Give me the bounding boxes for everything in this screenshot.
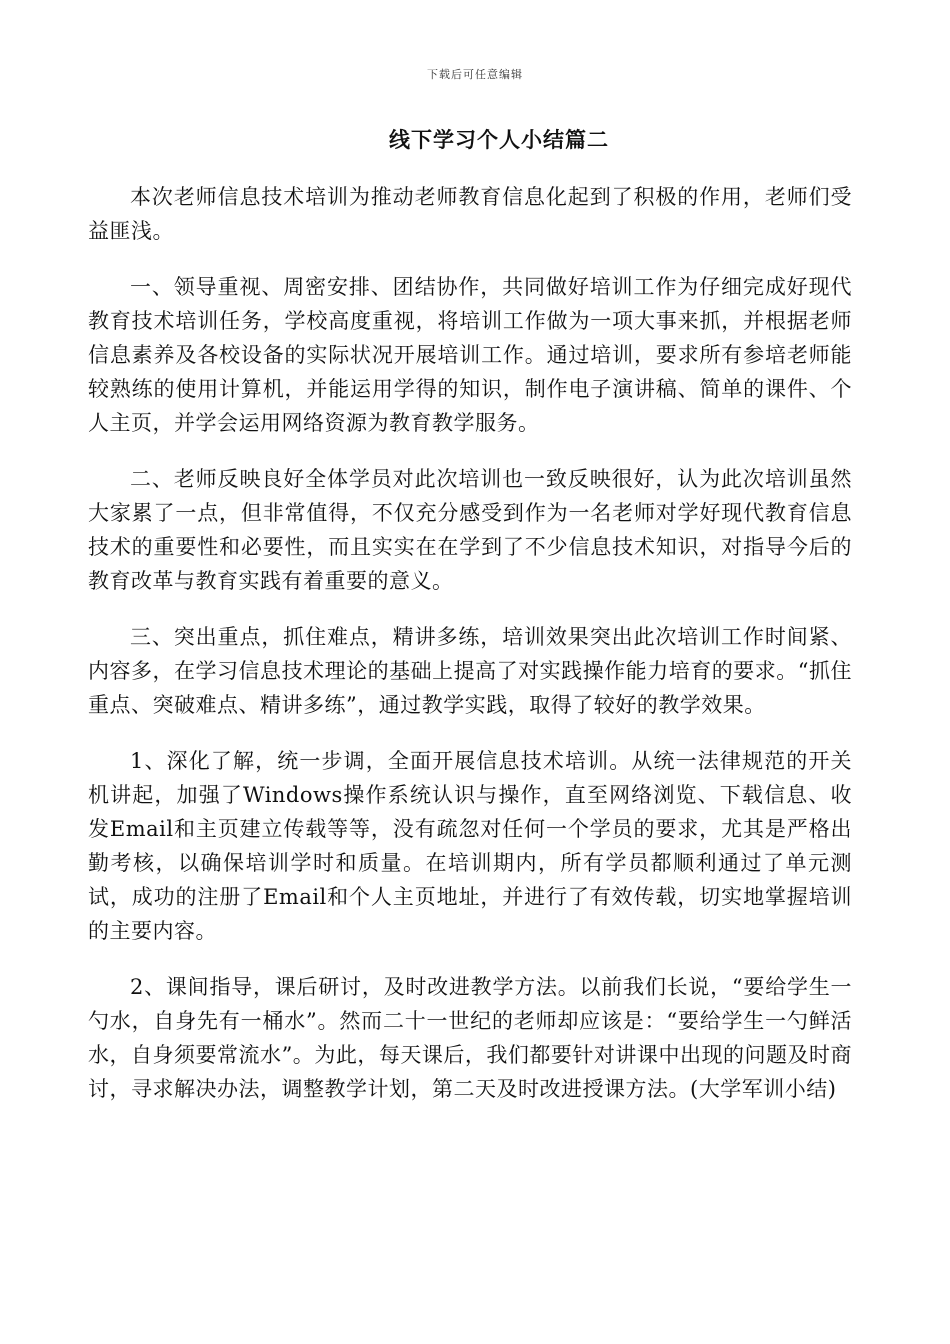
paragraph-item-2: 2、课间指导，课后研讨，及时改进教学方法。以前我们长说，“要给学生一勺水，自身先有一桶水”。然而二十一世纪的老师却应该是：“要给学生一勺鲜活水，自身须要常流水”。为此，每天课后，我们都要针对讲课中出现的问题及时商讨，寻求解决办法，调整教学计划，第二天及时改进授课方法。(大学军训小结) [88,975,852,1101]
paragraph-item-1: 1、深化了解，统一步调，全面开展信息技术培训。从统一法律规范的开关机讲起，加强了Windows操作系统认识与操作，直至网络浏览、下载信息、收发Email和主页建立传载等等，没有疏忽对任何一个学员的要求，尤其是严格出勤考核，以确保培训学时和质量。在培训期内，所有学员都顺利通过了单元测试，成功的注册了Email和个人主页地址，并进行了有效传载，切实地掌握培训的主要内容。 [88,749,852,943]
paragraph-section-1: 一、领导重视、周密安排、团结协作，共同做好培训工作为仔细完成好现代教育技术培训任务，学校高度重视，将培训工作做为一项大事来抓，并根据老师信息素养及各校设备的实际状况开展培训工作。通过培训，要求所有参培老师能较熟练的使用计算机，并能运用学得的知识，制作电子演讲稿、简单的课件、个人主页，并学会运用网络资源为教育教学服务。 [88,275,852,435]
paragraph-intro: 本次老师信息技术培训为推动老师教育信息化起到了积极的作用，老师们受益匪浅。 [88,185,852,243]
paragraph-section-3: 三、突出重点，抓住难点，精讲多练，培训效果突出此次培训工作时间紧、内容多，在学习信息技术理论的基础上提高了对实践操作能力培育的要求。“抓住重点、突破难点、精讲多练”，通过教学实践，取得了较好的教学效果。 [88,625,852,717]
paragraph-section-2: 二、老师反映良好全体学员对此次培训也一致反映很好，认为此次培训虽然大家累了一点，但非常值得，不仅充分感受到作为一名老师对学好现代教育信息技术的重要性和必要性，而且实实在在学到了不少信息技术知识，对指导今后的教育改革与教育实践有着重要的意义。 [88,467,852,593]
document-body [88,180,852,1128]
header-note: 下载后可任意编辑 [427,68,523,81]
document-title: 线下学习个人小结篇二 [389,128,609,152]
